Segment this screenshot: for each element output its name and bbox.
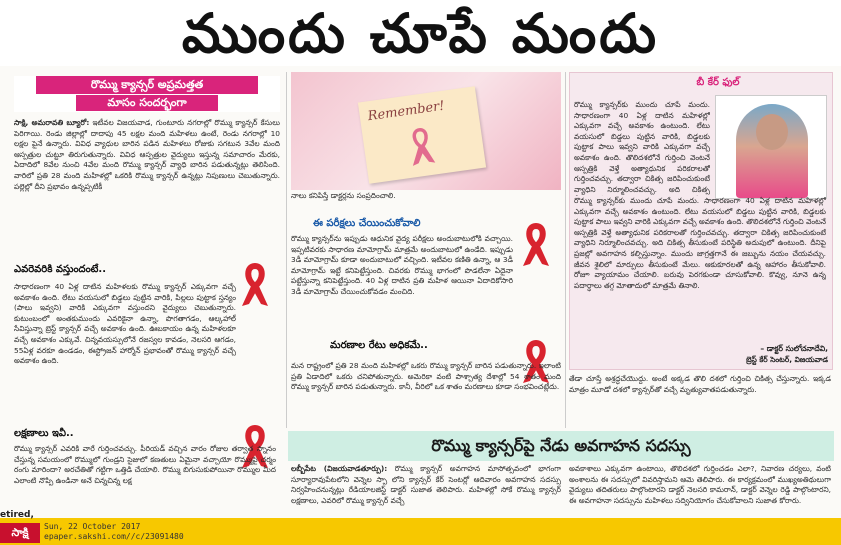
footer-url[interactable]: epaper.sakshi.com//c/23091480 <box>44 532 184 541</box>
left-sub2-text: రొమ్ము క్యాన్సర్ ఎవరికి వారే గుర్తించవచ్చు. పీరియడ్ వచ్చిన వారం రోజుల తర్వాత స్నానం చేస్తున్న సమయంలో రొమ్ములో గుండ్రని సైజులో కణతులు ఏమైనా వచ్చాయో రొమ్ముపై చర్మం రంగు మారిందా? అరచేతితో గట్టిగా ఒత్తిడి చేయాలి. రొమ్ము బిగుసుకుపోయినా రొమ్ముల మీద ఎలాంటి నొప్పి ఉండినా అనే చిన్నచిన్న లక్ష <box>14 444 276 485</box>
event-banner-title: రొమ్ము క్యాన్సర్‌పై నేడు అవగాహన సదస్సు <box>431 436 691 455</box>
event-text-left <box>291 464 561 516</box>
sidebar-header: బీ కేర్ ఫుల్ <box>696 77 740 88</box>
middle-sub2-text: మన రాష్ట్రంలో ప్రతి 28 మంది మహిళల్లో ఒకరు రొమ్ము క్యాన్సర్ బారిన పడుతున్నారు. ఇలాంటి ప్రతి ఏడాదిలో ఒకరు చనిపోతున్నారు. అమెరికా వంటి పాశ్చాత్య దేశాల్లో 54 శాతం మంది రొమ్ము క్యాన్సర్ బారిన పడుతున్నారు. కానీ, వీరిలో ఒక శాతం మరణాలు కూడా సంభవించట్లేదు. <box>291 361 561 392</box>
byline: సాక్షి, అమరావతి బ్యూరో: <box>14 118 90 127</box>
sticky-note <box>358 86 486 184</box>
intro-text: ఇటీవల విజయవాడ, గుంటూరు నగరాల్లో రొమ్ము క్యాన్సర్ కేసులు పెరిగాయి. రెండు జిల్లాల్లో దాదాపు 45 లక్షల మంది మహిళలు ఉంటే, రెండు నగరాల్లో 10 లక్షల పైనే ఉన్నారు. వివిధ వ్యాధుల బారిన పడిన మహిళలు రోజుకు సగటున 3వేల మంది ఆస్పత్రుల చుట్టూ తిరుగుతున్నారు. వివిధ ఆస్పత్రుల వైద్యులు ఇస్తున్న సమాచారం మేరకు, ఏదాదిలో 8వేల నుంచి 4వేల మంది రొమ్ము క్యాన్సర్ వ్యాధి బారిన పడుతున్నట్లు తెలిసింది. వారిలో ప్రతి 28 మంది మహిళల్లో ఒకరికి రొమ్ము క్యాన్సర్ ఉన్నట్లు నిపుణులు చెబుతున్నారు. పల్లెల్లో దీని ప్రభావం ఉన్నప్పటికీ <box>14 118 280 191</box>
footer-date: Sun, 22 October 2017 <box>44 522 141 531</box>
pink-ribbon-icon <box>238 262 272 308</box>
masthead <box>0 0 841 66</box>
sakshi-logo: సాక్షి <box>0 523 40 543</box>
remember-photo <box>291 72 561 190</box>
photo-note: నాలు కనిపిస్తే డాక్టర్లను సంప్రదించాలి. <box>291 191 396 200</box>
column-divider <box>286 72 287 428</box>
event-text: రొమ్ము క్యాన్సర్ అవగాహన మాసోత్సవంలో భాగంగా సూర్యారావుపేటలోని వెన్నెల స్పా లోని క్యాన్సర్ కేర్ సెంటర్లో ఆదివారం అవగాహన సదస్సు నిర్వహించనున్నట్లు రేడియాలజిస్ట్ డాక్టర్ సుజాత తెలిపారు. మహిళల్లో సోకే రొమ్ము క్యాన్సర్ లక్షణాలు, ఎవరిలో రొమ్ము క్యాన్సర్ వచ్చే <box>291 464 561 505</box>
event-text-right: అవకాశాలు ఎక్కువగా ఉంటాయి, తొలిదశలో గుర్తించడం ఎలా?, నివారణ చర్యలు, వంటి అంశాలను ఈ సదస్సులో వివరిస్తామని ఆమె తెలిపారు. ఈ కార్యక్రమంలో ముఖ్యఅతిథులుగా వైద్యులు తదితరులు పాల్గొంటారని డాక్టర్ నెలసరి కామరాన్, డాక్టర్ వెన్నెల రెడ్డి పాల్గొంటారని, ఈ అవగాహనా సదస్సును మహిళలు సద్వినియోగం చేసుకోవాలని సుజాత కోరారు. <box>569 464 831 505</box>
face-shape <box>756 114 788 150</box>
doctor-affiliation: బ్రెస్ట్ కేర్ సెంటర్, విజయవాడ <box>746 355 828 364</box>
page-title: ముందు చూపే మందు <box>181 1 660 65</box>
pink-ribbon-icon <box>404 124 439 168</box>
doctor-signature: – డాక్టర్ సులోచనాదేవి, <box>760 344 828 353</box>
event-banner <box>288 431 834 461</box>
section-heading: మరణాల రేటు అధికమే.. <box>330 340 428 351</box>
event-byline: లబ్బీపేట (విజయవాడతూర్పు): <box>291 464 388 473</box>
doctor-portrait <box>736 104 808 198</box>
section-heading: ఎవరెవరికి వస్తుందంటే.. <box>14 264 106 275</box>
sidebar-text-top: రొమ్ము క్యాన్సర్‌కు ముందు చూపే మందు. సాధారణంగా 40 ఏళ్ల దాటిన మహిళల్లో ఎక్కువగా వచ్చే అవకాశం ఉంటుంది. లేటు వయసులో బిడ్డలు పుట్టిన వారికి, బిడ్డలకు పుట్టాక పాలు ఇవ్వని వారికి ఎక్కువగా వచ్చే అవకాశం ఉంది. తొలిదశలోనే గుర్తించి వెంటనే ఆస్పత్రికి వెళ్తే అత్యాధునిక పరికరాలతో గుర్తించవచ్చు. తద్వారా చికిత్స జరిపించుకుంటే వ్యాధిని నిర్మూలించవచ్చు. అది చికిత్స <box>574 100 710 194</box>
headline-line-2: మాసం సందర్భంగా <box>76 95 218 111</box>
section-heading: ఈ పరీక్షలు చేయించుకోవాలి <box>313 218 421 229</box>
left-intro <box>14 118 280 258</box>
headline-line-1: రొమ్ము క్యాన్సర్ అప్రమత్తత <box>36 76 258 94</box>
footer-left-tag: etired, <box>0 510 34 520</box>
column-divider <box>565 72 566 428</box>
right-text-continued: తేడా చూస్తే అశ్రద్ధచేయొద్దు. అంటే అక్కడ తొలి దశలో గుర్తించి చికిత్స చేస్తున్నారు. ఇక్కడ మాత్రం మూడో దశలో క్యాన్సర్‌తో వచ్చే మృత్యువాతపడుతున్నారు. <box>569 374 831 394</box>
left-headline-box <box>14 76 280 112</box>
doctor-photo <box>715 95 827 199</box>
section-heading: లక్షణాలు ఇవీ.. <box>14 428 74 439</box>
middle-sub1-text: రొమ్ము క్యాన్సర్‌ను ఇప్పుడు ఆధునిక వైద్య పరీక్షలు అందుబాటులోకి వచ్చాయి. ఇప్పటివరకు సాధారణ మామోగ్రామ్ మాత్రమే అందుబాటులో ఉండేది. ఇప్పుడు 3డీ మామోగ్రామ్ కూడా అందుబాటులో వచ్చింది. ఇటీవల కణితి ఉన్నా, ఆ 3డీ మామోగ్రామ్ ఇట్టే కనిపెట్టేస్తుంది. చివరకు రొమ్ము భాగంలో పొడలేనా ఏదైనా పట్టేస్తున్నా కనిపెట్టేస్తుంది. 40 ఏళ్ల దాటిన ప్రతి మహిళ ఆయినా ఏదాదికోసారి 3డీ మామోగ్రామ్ చేయించుకోవడం మంచిది. <box>291 234 513 296</box>
left-sub1-text: సాధారణంగా 40 ఏళ్ల దాటిన మహిళలకు రొమ్ము క్యాన్సర్ ఎక్కువగా వచ్చే అవకాశం ఉంది. లేటు వయసులో బిడ్డలు పుట్టిన వారికి, పిల్లలు పుట్టాక స్తన్యం (పాలు ఇవ్వని) వారికి ఎక్కువగా వస్తుందని వైద్యులు చెబుతున్నారు. కుటుంబంలో అంతకుముందు ఎవరికైనా ఉన్నా, పొగతాగడం, ఆల్కహాల్ సేవిస్తున్నా బ్రెస్ట్ క్యాన్సర్ వచ్చే అవకాశం ఉంది. ఊబకాయం ఉన్న మహిళలకూ వచ్చే అవకాశం ఎక్కువే. చిన్నవయస్సులోనే రజస్వల కావడం, నెలసరి ఆగడం, 55ఏళ్ల వరకూ ఉండడం, ఈస్ట్రోజన్ హార్మోన్ ప్రభావంతో రొమ్ము క్యాన్సర్ వచ్చే అవకాశం ఉంది. <box>14 282 236 366</box>
remember-text: Remember! <box>366 98 446 125</box>
pink-ribbon-icon <box>519 222 553 268</box>
sidebar-text-bottom: రొమ్ము క్యాన్సర్‌కు ముందు చూపే మందు. సాధారణంగా 40 ఏళ్ల దాటిన మహిళల్లో ఎక్కువగా వచ్చే అవకాశం ఉంటుంది. లేటు వయసులో బిడ్డలు పుట్టిన వారికి, బిడ్డలకు పుట్టాక పాలు ఇవ్వని వారికి ఎక్కువగా వచ్చే అవకాశం ఉంది. తొలిదశలోనే గుర్తించి వెంటనే ఆస్పత్రికి వెళ్తే అత్యాధునిక పరికరాలతో గుర్తించవచ్చు. తద్వారా చికిత్స జరిపించుకుంటే వ్యాధిని నిర్మూలించవచ్చు. అది చికిత్స తీసుకుంటే పరిస్థితి అదుపులో ఉంటుంది. దీనిపై ప్రజల్లో అవగాహన కల్పిస్తున్నాం. ముందు జాగ్రత్తగానే ఈ జబ్బును నయం చేయవచ్చు. జీవన శైలిలో మార్పులు తీసుకుంటే మేలు. ఆకుకూరలతో ఉన్న ఆహారం తీసుకోవాలి. రోజూ వ్యాయామం చేయాలి. బరువు పెరగకుండా చూసుకోవాలి. కొవ్వు, నూనె ఉన్న పదార్థాలు తగ్గ మోతాదులో మాత్రమే తినాలి. <box>574 196 826 290</box>
